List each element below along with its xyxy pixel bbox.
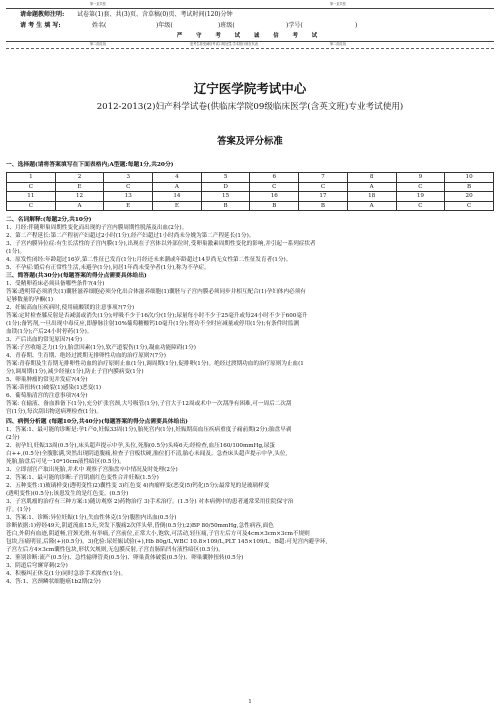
answer-line: 答案:定时检查膝反射是否减弱或消失(1分);呼吸不少于16次/分(1分);尿量每小时不少于25毫升或每24小时不少于600毫升 [6, 313, 308, 319]
table-cell: 8 [347, 173, 396, 183]
center-box-label: 违考生将受诚信考试口规处罚,学术按行规在代表 [190, 42, 258, 46]
answer-line: 1、答案:1、最可能的诊断是:孕1产0,妊娠33周(1分),胎死宫内(1分),妊娠期高血压疾病重度子痫前期(2分);胎盘早剥 [6, 427, 292, 433]
answer-line: 疗。(1分) [6, 507, 31, 513]
oath-banner: 严 守 考 试 诚 信 考 试 [176, 33, 324, 39]
student-label: 请 考 生 填 写: [20, 22, 61, 29]
table-row [7, 182, 494, 192]
answer-line: 死胎,胎盘后可见一10*10cm液性暗区(0.5分)。 [6, 459, 125, 465]
table-cell: C [104, 182, 153, 192]
header-left-small: 第一页共张 [90, 2, 106, 6]
section3-body [6, 280, 496, 416]
answer-line: (2分) [6, 435, 20, 441]
table-cell: 14 [153, 192, 202, 202]
section4-body [6, 426, 496, 586]
table-cell: 16 [250, 192, 299, 202]
table-cell: E [55, 182, 104, 192]
answer-heading: 答案及评分标准 [217, 136, 283, 147]
answer-line: 4、答:1、宫颈鳞状细胞癌1b2期(2分) [6, 579, 101, 585]
table-cell: 12 [55, 192, 104, 202]
table-cell: A [153, 182, 202, 192]
table-cell: 19 [396, 192, 445, 202]
answer-line: 包块,压痛明显,后隆(+)(0.5分)。3)化验:尿妊娠试验(+),Hb 80g/L,WBC 10.8×109/L,PLT 145×109/L。B超:可见宫内避孕环, [6, 539, 328, 545]
table-cell: B [250, 201, 299, 211]
table-cell: C [7, 182, 56, 192]
section1-heading: 一、选择题(请将答案填写在下面表格内;A型题:每题1分,共20分) [6, 162, 174, 168]
answer-line: 6、葡萄胎清宫的注意事项?(4分) [6, 393, 88, 399]
answer-line: 4、青春期、生育期、绝经过渡期无排卵性功血的治疗原则?(7分) [6, 353, 166, 359]
answer-line: 2、五种变性:1)玻璃样变(透明变性)2)囊性变 3)红色变 4)肉瘤样变(恶变)5)钙化(5分);最常见的是玻璃样变 [6, 483, 270, 489]
answer-line: 子宫左后方4×3cm囊性包块,形状欠规则,无包膜反射,子宫直肠陷凹有液性暗区(0.5分)。 [6, 547, 224, 553]
answer-line: 答案:蒂扭转(1)破裂(1)感染(1)恶变(1) [6, 385, 102, 391]
answer-line: 答案:子宫收缩乏力(1分),胎盘因素(1分),软产道裂伤(1分),凝血功能障碍(1分) [6, 345, 196, 351]
answer-line: 2、鉴别诊断:流产(0.5分)、急性输卵管炎(0.5分)、卵巢黄体破裂(0.5分)、卵巢囊肿扭转(0.5分) [6, 555, 244, 561]
answer-line: 3、阴道后穹窿穿刺(2分) [6, 563, 68, 569]
page-number: 1 [248, 699, 252, 705]
left-box-label: 第二面过线 [90, 42, 106, 46]
answer-line: 苍白,外阴有血迹,阴道畅,宫颈光滑,有举痛,子宫前位,正常大小,饱软,可活动,轻压痛,子宫左后方可及4cm×3cm×3cm不规则 [6, 531, 310, 537]
section4-heading: 四、病例分析题 (每题10分,共40分)(每题答案的得分点需要具体给出) [6, 419, 188, 425]
notice-label: 请命题教师注明: [20, 11, 65, 18]
table-cell: A [347, 201, 396, 211]
table-cell: 10 [445, 173, 494, 183]
answer-line: 答案:青春期及生育期无排卵性功血的治疗原则止血(1分),调周期(1分),促排卵(1分)。绝经过渡期功血的治疗原则为止血(1 [6, 361, 304, 367]
cut-line [6, 48, 494, 49]
table-cell: D [201, 182, 250, 192]
answer-line: 4、积极纠正休克(1分)同时急诊手术探查(1分)。 [6, 571, 127, 577]
grade-field-label: )年级( [156, 22, 173, 29]
id-field-close: ) [355, 22, 358, 29]
table-row [7, 201, 494, 211]
answer-line: 3、产后出血的常见原因?(4分) [6, 337, 83, 343]
table-cell: E [104, 201, 153, 211]
header-right-small: 第一页共张 [330, 2, 346, 6]
table-cell: 18 [347, 192, 396, 202]
answer-line: 答案: 在输液、备血准备下(1分),充分扩张宫颈,大号吸管(1分),子宫大于12周或术中一次刮净有困难,可一周后二次刮 [6, 401, 292, 407]
answer-line: 5、卵巢肿瘤的常见并发症?(4分) [6, 377, 88, 383]
answer-line: 4、原发性闭经:年龄超过16岁,第二性征已发育(1分);月经还未来潮或年龄超过14岁尚无女性第二性征发育者(1分)。 [6, 257, 292, 263]
answer-line: 宫(1分),每次刮出物送病理检查(1分)。 [6, 409, 102, 415]
id-field-label: )学号( [286, 22, 303, 29]
answer-line: 分),调周期(1分),减少经量(1分),防止子宫内膜病变(1分) [6, 369, 144, 375]
answer-line: 血镁(1分);产后24小时停药(1分)。 [6, 329, 93, 335]
notice-text: 试卷第(1)套、共(3)页、含草稿(0)页、考试时间(120)分钟 [77, 11, 233, 18]
table-cell: 17 [299, 192, 348, 202]
header-rule [6, 8, 494, 9]
table-row [7, 173, 494, 183]
table-cell: 11 [7, 192, 56, 202]
table-cell: 5 [201, 173, 250, 183]
table-cell: C [396, 201, 445, 211]
answer-line: (1分);备钙剂,一旦出现中毒反应,即静脉注射10%葡萄糖酸钙10毫升(1分);肾功不全时应减量或停用(1分);有条件时监测 [6, 321, 300, 327]
answer-line: 足够数量的孕酮(1) [6, 297, 54, 303]
table-row [7, 192, 494, 202]
table-cell: C [299, 182, 348, 192]
table-cell: C [445, 201, 494, 211]
section2-heading: 二、名词解释:(每题2分,共10分) [6, 217, 92, 223]
answer-line: 诊断依据:1)停经49天,阴道流血15天,突发下腹痛2次伴头晕,昏倒(0.5分);2)BP 80/50mmHg,急性病容,面色 [6, 523, 274, 529]
answer-line: 1、受精卵着床必须具备哪些条件?(4分) [6, 281, 105, 287]
table-cell: C [250, 182, 299, 192]
answer-line: 2、第二产程延长:第二产程初产妇超过2小时(1分),经产妇超过1小时尚未分娩为第二产程延长(1分)。 [6, 233, 255, 239]
answer-line: 3、子宫肌瘤的治疗有三种方案:1)随访观察 2)药物治疗 3)手术治疗。(1.5分) 对本病例中的患者通常采用住院保守治 [6, 499, 294, 505]
table-cell: E [153, 201, 202, 211]
table-cell: A [347, 182, 396, 192]
answer-line: 3、子宫内膜异位症:有生长活性的子宫内膜(1分),出现在子宫体以外部位时,受卵巢激素周期性变化的影响,并引起一系列症状者 [6, 241, 316, 247]
table-cell: 20 [445, 192, 494, 202]
answer-line: 答案:透明带必须消失(1)囊胚滋养细胞必须分化出合体滋养细胞(1)囊胚与子宫内膜必须同步并相互配合(1)孕妇体内必须有 [6, 289, 306, 295]
table-cell: B [445, 182, 494, 192]
table-cell: C [7, 201, 56, 211]
answer-line: (透明变性)(0.5分);该患发生的是红色变。(0.5分) [6, 491, 129, 497]
table-cell: 2 [55, 173, 104, 183]
answer-line: 3、立即剖宫产取出死胎,并术中 观察子宫胎盘卒中情况及时处理(2分) [6, 467, 178, 473]
class-field-label: )班级( [218, 22, 235, 29]
table-cell: 4 [153, 173, 202, 183]
table-cell: 3 [104, 173, 153, 183]
right-box-label: 第二面过线 [330, 42, 346, 46]
section2-body [6, 224, 496, 272]
answer-line: 1、月经:伴随卵巢周期性变化而出现的子宫内膜周期性脱落及出血(2分)。 [6, 225, 188, 231]
answer-line: 5、不孕症:婚后有正常性生活,未避孕(1分),同居1年尚未受孕者(1分),称为不孕症。 [6, 265, 210, 271]
table-cell: 7 [299, 173, 348, 183]
table-cell: 1 [7, 173, 56, 183]
answer-line: 白++,(0.5分)全腹胀满,突然出现阴道腹痛,检查子宫板状硬,胎位扪不清,胎心未闻及。急查床头超声提示中孕,头位, [6, 451, 288, 457]
answer-line: 2、初孕妇,妊娠33周(0.5分),床头超声提示中孕,头位,死胎(0.5分)头疼6天;经检查,血压160/100mmHg,尿蛋 [6, 443, 276, 449]
answer-table [6, 172, 494, 211]
name-field-label: 姓名( [92, 22, 107, 29]
answer-line: 2、答案:1、最可能的诊断:子宫肌瘤红色变性合并妊娠(1.5分) [6, 475, 159, 481]
exam-subtitle: 2012-2013(2)妇产科学试卷(供临床学院09级临床医学(含英文班)专业考试使用) [96, 102, 404, 112]
page-title: 辽宁医学院考试中心 [193, 81, 307, 96]
answer-line: (1分)。 [6, 249, 26, 255]
table-cell: 15 [201, 192, 250, 202]
table-cell: B [201, 201, 250, 211]
table-cell: 6 [250, 173, 299, 183]
table-cell: 13 [104, 192, 153, 202]
table-cell: C [396, 182, 445, 192]
answer-line: 3、答案:1、诊断:异位妊娠(1分),失血性休克(1分)腹腔内出血(0.5分) [6, 515, 177, 521]
section3-heading: 三、简答题(共30分)(每题答案的得分点需要具体给出) [6, 273, 147, 279]
table-cell: B [299, 201, 348, 211]
answer-line: 2、妊娠高血压疾病时,使用硫酸镁的注意事项?(7分) [6, 305, 135, 311]
table-cell: A [55, 201, 104, 211]
table-cell: 9 [396, 173, 445, 183]
